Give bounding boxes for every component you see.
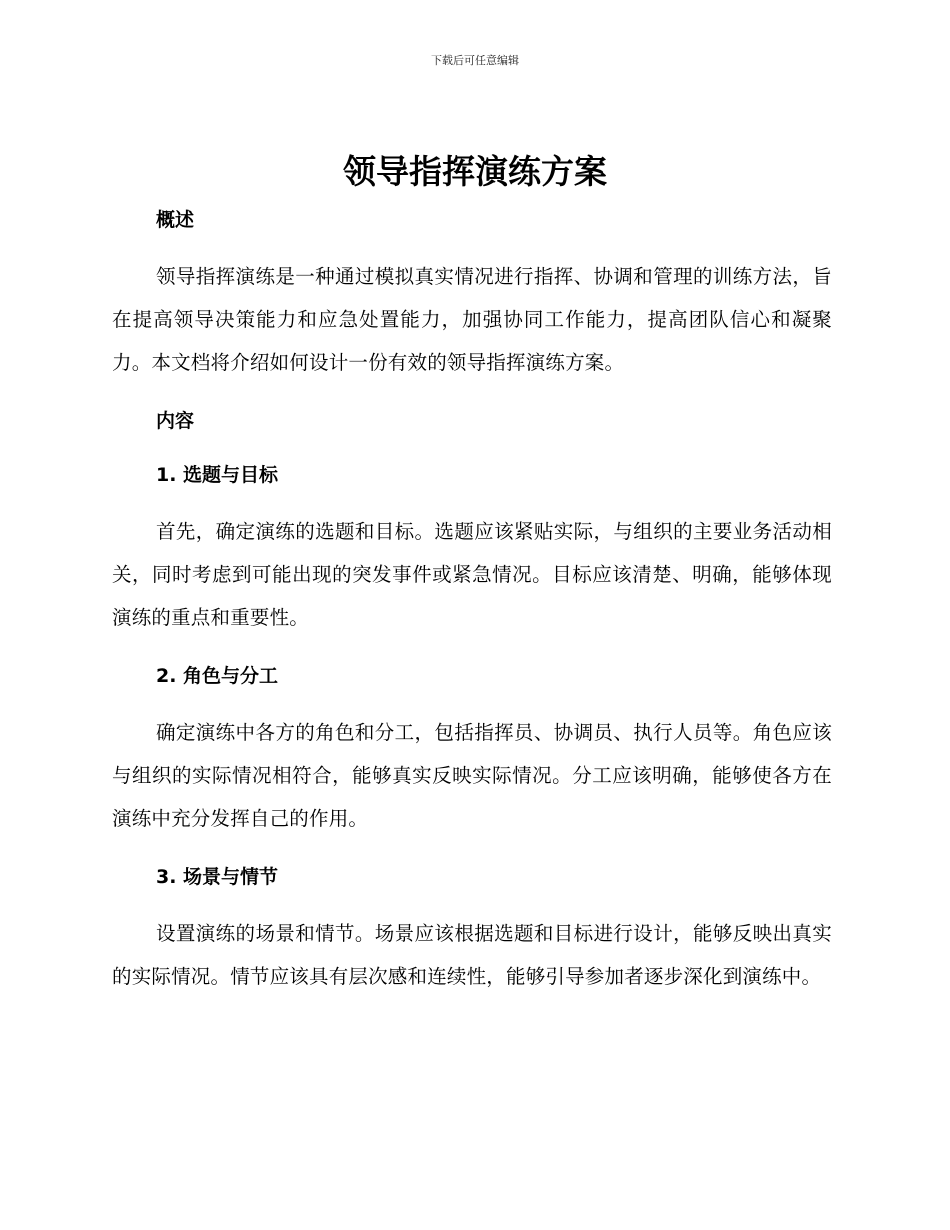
paragraph-scene-plot: 设置演练的场景和情节。场景应该根据选题和目标进行设计，能够反映出真实的实际情况。情节应该具有层次感和连续性，能够引导参加者逐步深化到演练中。 bbox=[112, 922, 832, 988]
paragraph-overview: 领导指挥演练是一种通过模拟真实情况进行指挥、协调和管理的训练方法，旨在提高领导决策能力和应急处置能力，加强协同工作能力，提高团队信心和凝聚力。本文档将介绍如何设计一份有效的领导指挥演练方案。 bbox=[112, 265, 832, 374]
document-title: 领导指挥演练方案 bbox=[343, 152, 607, 191]
subsection-heading-scene-plot: 3. 场景与情节 bbox=[156, 866, 279, 888]
header-note: 下载后可任意编辑 bbox=[431, 54, 519, 67]
subsection-heading-roles-division: 2. 角色与分工 bbox=[156, 665, 279, 687]
section-heading-overview: 概述 bbox=[156, 209, 195, 231]
section-heading-content: 内容 bbox=[156, 410, 195, 432]
subsection-heading-topic-goals: 1. 选题与目标 bbox=[156, 464, 279, 486]
document-body bbox=[112, 200, 832, 998]
paragraph-roles-division: 确定演练中各方的角色和分工，包括指挥员、协调员、执行人员等。角色应该与组织的实际情况相符合，能够真实反映实际情况。分工应该明确，能够使各方在演练中充分发挥自己的作用。 bbox=[112, 721, 832, 830]
paragraph-topic-goals: 首先，确定演练的选题和目标。选题应该紧贴实际，与组织的主要业务活动相关，同时考虑到可能出现的突发事件或紧急情况。目标应该清楚、明确，能够体现演练的重点和重要性。 bbox=[112, 520, 832, 629]
